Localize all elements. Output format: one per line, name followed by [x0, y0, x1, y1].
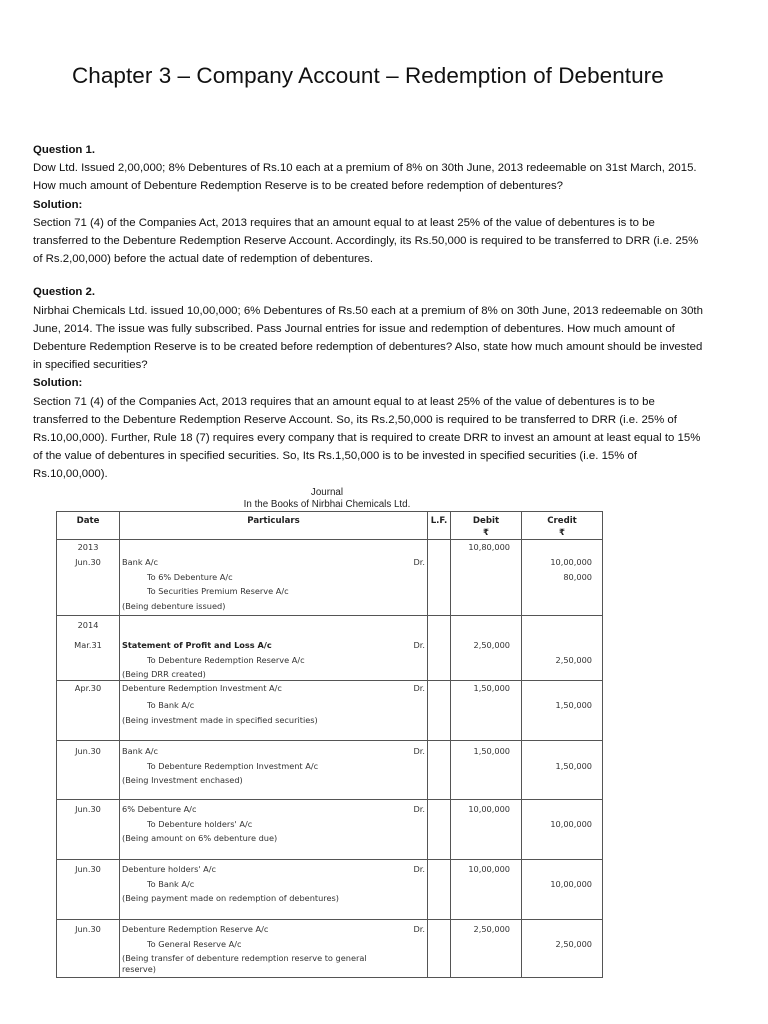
entry-date: Jun.30	[75, 864, 101, 874]
journal-title: Journal	[310, 487, 344, 498]
solution-1-text: Section 71 (4) of the Companies Act, 2013 requires that an amount equal to at least 25% of the value of debentures is to be transferred to the Debenture Redemption Reserve Account. Accordingly, its Rs.50,000 is required to be transferred to DRR (i.e. 25% of Rs.2,00,000) before the actual date of redemption of debentures.	[33, 216, 699, 266]
narration: reserve)	[122, 964, 156, 974]
entry-date: Apr.30	[74, 683, 102, 693]
narration: (Being payment made on redemption of debentures)	[122, 893, 339, 903]
debit-account: Debenture holders' A/c	[122, 864, 217, 874]
entry-year: 2014	[77, 620, 99, 630]
debit-amount: 2,50,000	[473, 640, 510, 650]
solution-2-heading: Solution:	[33, 377, 83, 390]
question-1-text: Dow Ltd. Issued 2,00,000; 8% Debentures of Rs.10 each at a premium of 8% on 30th June, 2013 redeemable on 31st March, 2015. How much amount of Debenture Redemption Reserve is to be created before redemption of debentures?	[33, 162, 697, 193]
page-title: Chapter 3 – Company Account – Redemption of Debenture	[72, 63, 664, 88]
entry-date: Jun.30	[75, 746, 101, 756]
entry-date: Jun.30	[75, 557, 101, 567]
table-row	[57, 616, 603, 681]
debit-account: 6% Debenture A/c	[122, 804, 197, 814]
credit-account: To 6% Debenture A/c	[147, 572, 233, 582]
credit-account: To Securities Premium Reserve A/c	[147, 586, 289, 596]
dr-label: Dr.	[413, 640, 425, 650]
narration: (Being transfer of debenture redemption reserve to general	[122, 953, 367, 963]
credit-account: To Debenture holders' A/c	[147, 819, 253, 829]
table-row	[57, 800, 603, 860]
header-lf: L.F.	[428, 512, 451, 540]
dr-label: Dr.	[413, 864, 425, 874]
dr-label: Dr.	[413, 557, 425, 567]
header-particulars: Particulars	[120, 512, 428, 540]
header-date: Date	[57, 512, 120, 540]
journal-table	[56, 511, 603, 978]
table-row	[57, 681, 603, 741]
credit-amount: 10,00,000	[550, 819, 592, 829]
question-2-heading: Question 2.	[33, 286, 96, 299]
dr-label: Dr.	[413, 924, 425, 934]
entry-date: Mar.31	[74, 640, 102, 650]
narration: (Being DRR created)	[122, 669, 206, 679]
journal-subtitle: In the Books of Nirbhai Chemicals Ltd.	[243, 499, 411, 510]
table-row	[57, 860, 603, 920]
entry-date: Jun.30	[75, 804, 101, 814]
credit-account: To General Reserve A/c	[147, 939, 242, 949]
credit-amount: 2,50,000	[555, 655, 592, 665]
debit-amount: 1,50,000	[473, 683, 510, 693]
debit-amount: 10,00,000	[468, 804, 510, 814]
dr-label: Dr.	[413, 804, 425, 814]
debit-account: Statement of Profit and Loss A/c	[122, 640, 272, 650]
debit-amount: 10,80,000	[468, 542, 510, 552]
debit-amount: 1,50,000	[473, 746, 510, 756]
question-2-text: Nirbhai Chemicals Ltd. issued 10,00,000; 6% Debentures of Rs.50 each at a premium of 8% on 30th June, 2013 redeemable on 30th June, 2014. The issue was fully subscribed. Pass Journal entries for issue and redemption of debentures. How much amount of Debenture Redemption Reserve is to be created before redemption of debentures? Also, state how much amount should be invested in specified securities?	[33, 304, 703, 372]
credit-account: To Debenture Redemption Investment A/c	[147, 761, 319, 771]
debit-account: Bank A/c	[122, 557, 159, 567]
credit-amount: 2,50,000	[555, 939, 592, 949]
rupee-symbol: ₹	[559, 528, 565, 538]
narration: (Being debenture issued)	[122, 601, 226, 611]
credit-amount: 10,00,000	[550, 557, 592, 567]
solution-2-text: Section 71 (4) of the Companies Act, 2013 requires that an amount equal to at least 25% of the value of debentures is to be transferred to the Debenture Redemption Reserve Account. So, its Rs.2,50,000 is required to be transferred to DRR (i.e. 25% of Rs.10,00,000). Further, Rule 18 (7) requires every company that is required to create DRR to invest an amount at least equal to 15% of the value of debentures in specified securities. So, Its Rs.1,50,000 is to be invested in specified securities (i.e. 15% of Rs.10,00,000).	[33, 395, 701, 481]
debit-account: Debenture Redemption Investment A/c	[122, 683, 282, 693]
credit-amount: 1,50,000	[555, 761, 592, 771]
table-row	[57, 540, 603, 616]
credit-amount: 80,000	[563, 572, 592, 582]
rupee-symbol: ₹	[483, 528, 489, 538]
table-row	[57, 741, 603, 800]
dr-label: Dr.	[413, 683, 425, 693]
credit-amount: 1,50,000	[555, 700, 592, 710]
header-debit: Debit ₹	[451, 512, 522, 540]
credit-account: To Bank A/c	[147, 700, 195, 710]
narration: (Being investment made in specified securities)	[122, 715, 318, 725]
debit-amount: 2,50,000	[473, 924, 510, 934]
dr-label: Dr.	[413, 746, 425, 756]
debit-account: Bank A/c	[122, 746, 159, 756]
credit-account: To Debenture Redemption Reserve A/c	[147, 655, 305, 665]
credit-account: To Bank A/c	[147, 879, 195, 889]
entry-year: 2013	[77, 542, 99, 552]
question-1-heading: Question 1.	[33, 144, 96, 156]
entry-date: Jun.30	[75, 924, 101, 934]
document-body	[33, 141, 705, 484]
header-credit: Credit ₹	[522, 512, 603, 540]
debit-account: Debenture Redemption Reserve A/c	[122, 924, 269, 934]
narration: (Being amount on 6% debenture due)	[122, 833, 278, 843]
solution-1-heading: Solution:	[33, 198, 83, 211]
credit-amount: 10,00,000	[550, 879, 592, 889]
debit-amount: 10,00,000	[468, 864, 510, 874]
table-row	[57, 920, 603, 978]
narration: (Being Investment enchased)	[122, 775, 243, 785]
